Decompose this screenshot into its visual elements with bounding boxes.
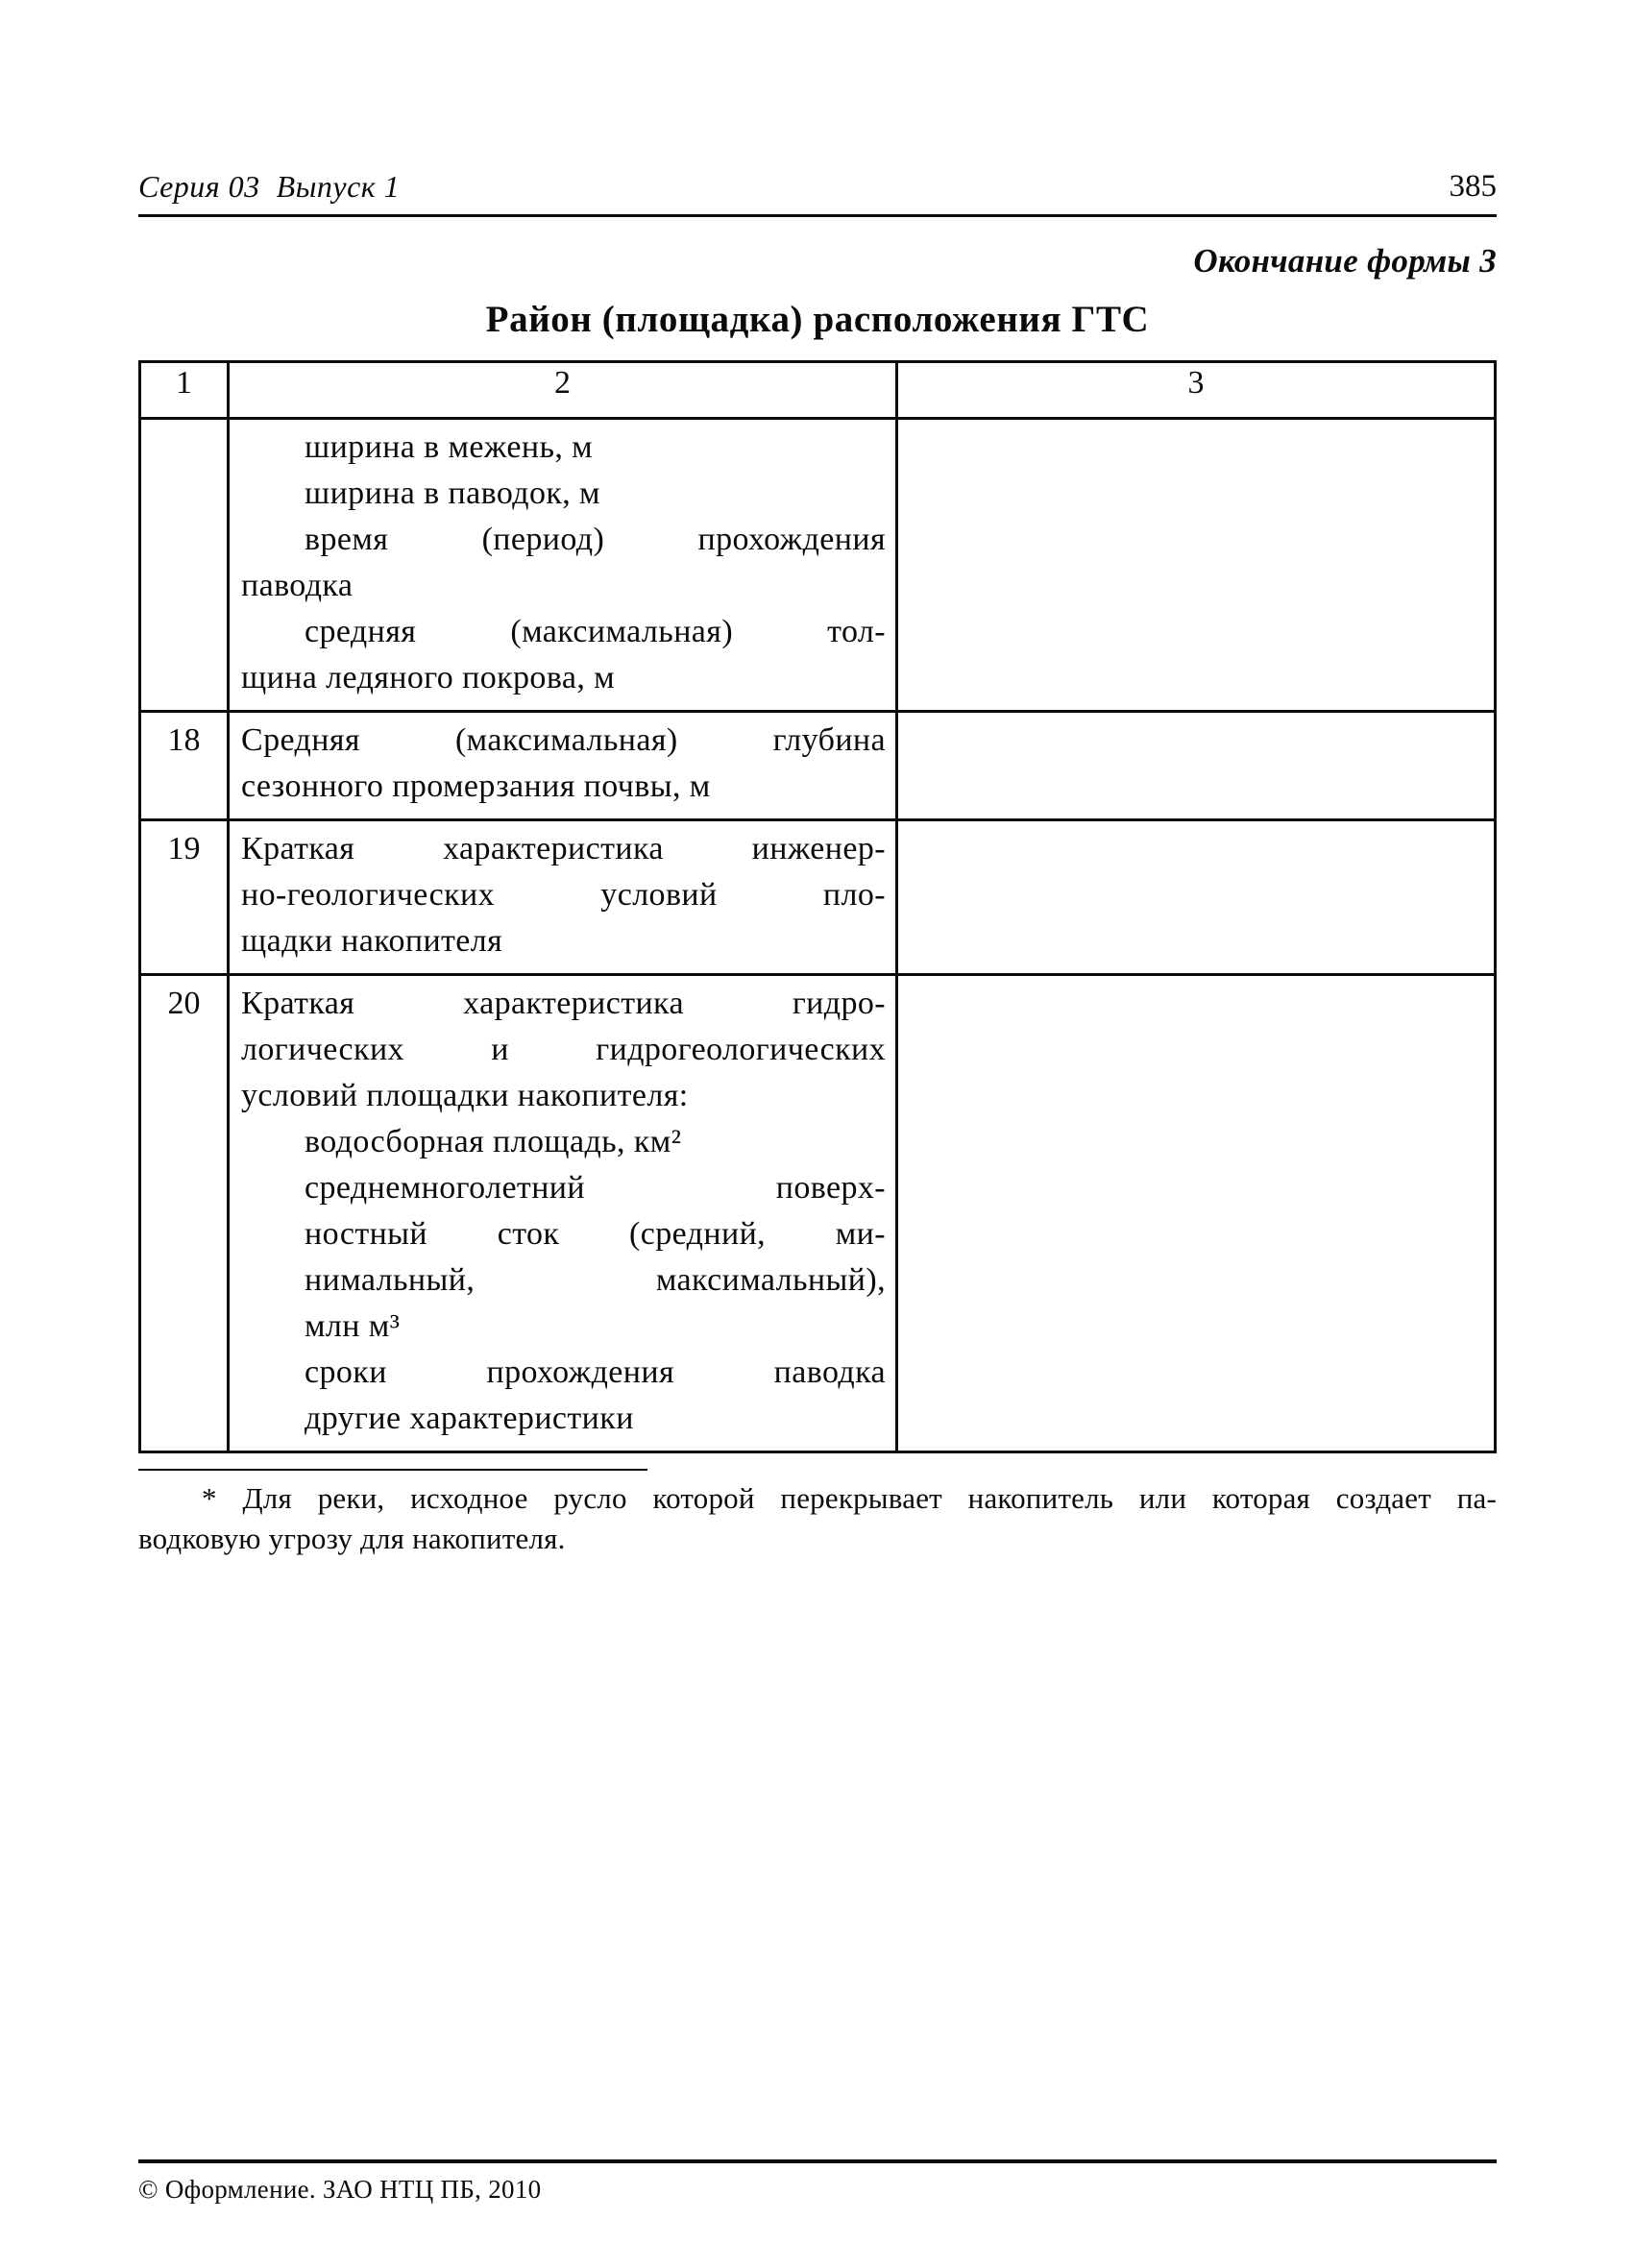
description-line: среднемноголетний поверх- [305,1170,886,1206]
column-header-3: 3 [897,362,1496,419]
row-description [229,975,897,1452]
description-line: млн м³ [305,1308,401,1344]
table-row-19 [140,820,1496,975]
page-number: 385 [1449,169,1497,204]
description-line: ширина в межень, м [305,429,594,465]
description-line: другие характеристики [305,1401,634,1436]
footer [138,2159,1497,2205]
table-row-20 [140,975,1496,1452]
description-line: время (период) прохождения [305,522,886,557]
row-description [229,820,897,975]
description-line: сроки прохождения паводка [305,1354,886,1390]
form-continuation-note: Окончание формы 3 [1193,242,1497,280]
description-line: нимальный, максимальный), [305,1262,886,1298]
column-header-2: 2 [229,362,897,419]
copyright-notice: © Оформление. ЗАО НТЦ ПБ, 2010 [138,2175,542,2204]
row-number [140,419,229,712]
row-description [229,712,897,820]
page-header [138,0,1497,205]
description-line: Краткая характеристика гидро- [241,986,886,1021]
row-value-cell [897,712,1496,820]
row-number: 19 [140,820,229,975]
row-number: 20 [140,975,229,1452]
description-line: щадки накопителя [241,923,503,959]
description-line: но-геологических условий пло- [241,877,886,913]
row-value-cell [897,419,1496,712]
table-header-row [140,362,1496,419]
form-table [138,360,1497,1453]
row-value-cell [897,820,1496,975]
column-header-1: 1 [140,362,229,419]
footnote-line: водковую угрозу для накопителя. [138,1522,566,1555]
series-issue-label: Серия 03 Выпуск 1 [138,169,401,204]
page-title: Район (площадка) расположения ГТС [485,299,1150,340]
row-description [229,419,897,712]
description-line: ностный сток (средний, ми- [305,1216,886,1252]
table-row-continuation [140,419,1496,712]
description-line: Средняя (максимальная) глубина [241,722,886,758]
footnote [138,1478,1497,1559]
description-line: паводка [241,568,354,603]
header-divider [138,214,1497,217]
footnote-divider [138,1469,647,1471]
page-content [138,0,1497,1559]
row-number: 18 [140,712,229,820]
description-line: средняя (максимальная) тол- [305,614,886,649]
description-line: условий площадки накопителя: [241,1078,689,1113]
description-line: ширина в паводок, м [305,476,600,511]
description-line: щина ледяного покрова, м [241,660,616,695]
table-row-18 [140,712,1496,820]
row-value-cell [897,975,1496,1452]
description-line: сезонного промерзания почвы, м [241,768,711,804]
description-line: водосборная площадь, км² [305,1124,682,1159]
description-line: Краткая характеристика инженер- [241,831,886,866]
footnote-line: * Для реки, исходное русло которой перекрывает накопитель или которая создает па- [202,1481,1497,1515]
description-line: логических и гидрогеологических [241,1032,886,1067]
